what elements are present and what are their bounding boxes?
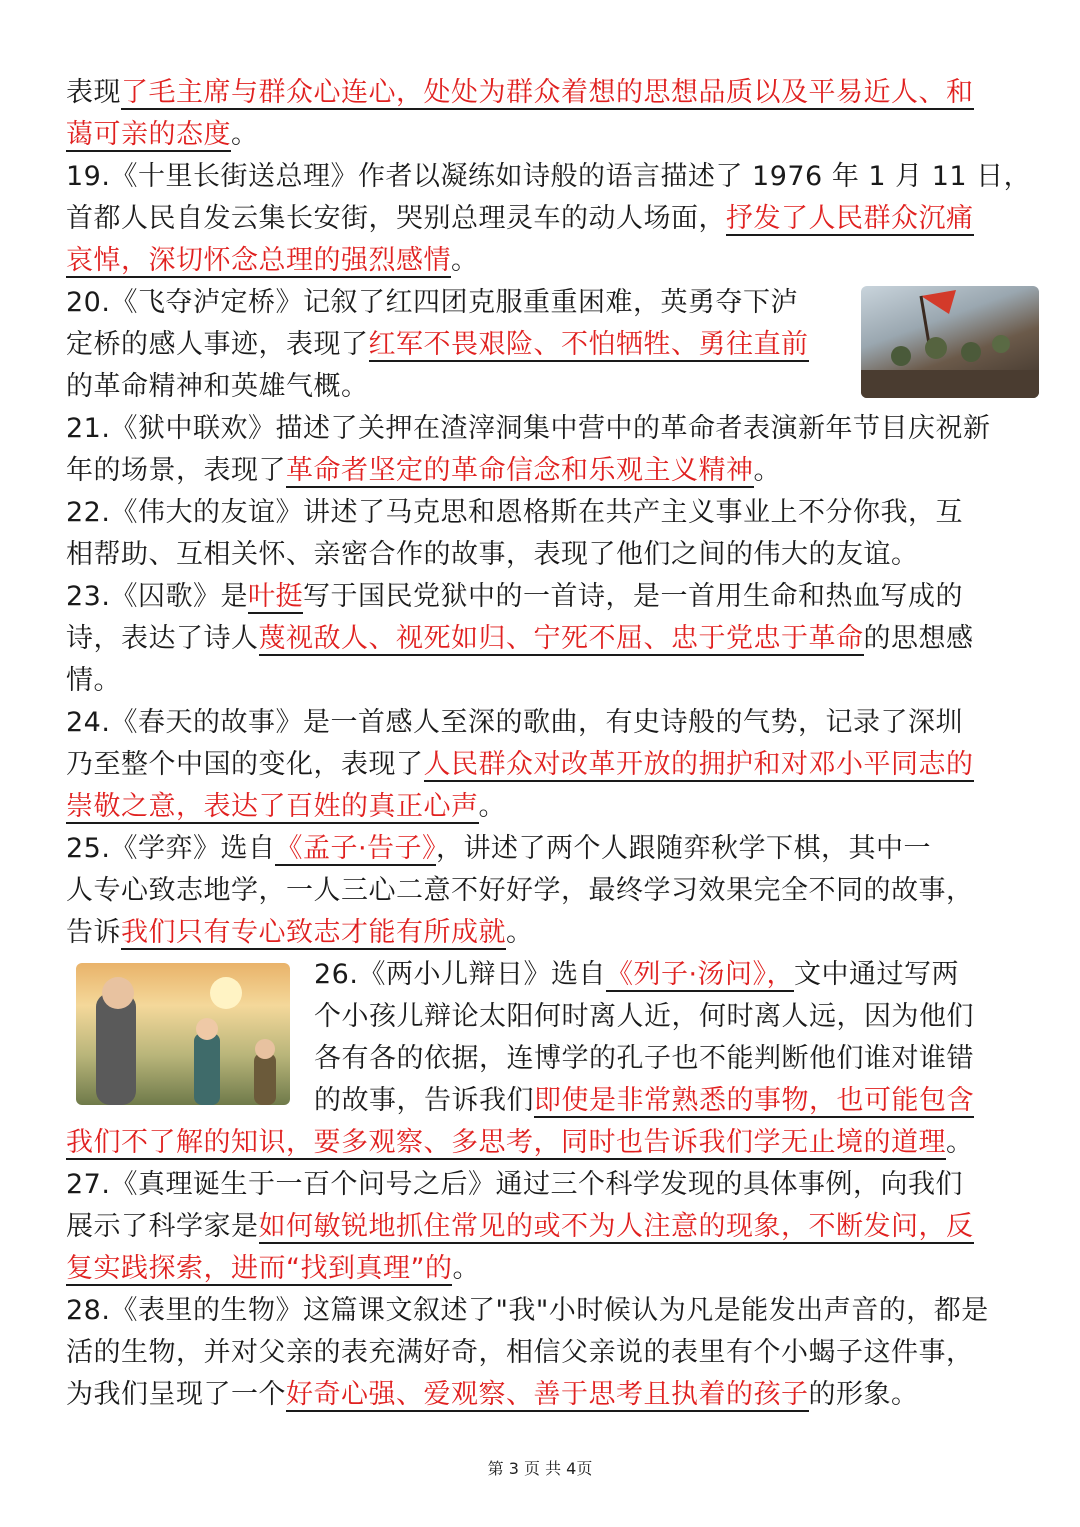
text-segment: 的故事，告诉我们 bbox=[314, 1085, 534, 1116]
text-segment: 相帮助、互相关怀、亲密合作的故事，表现了他们之间的伟大的友谊。 bbox=[66, 539, 919, 570]
text-segment: 27.《真理诞生于一百个问号之后》通过三个科学发现的具体事例，向我们 bbox=[66, 1169, 963, 1200]
text-line bbox=[66, 1248, 1016, 1290]
highlighted-answer: 了毛主席与群众心连心，处处为群众着想的思想品质以及平易近人、和 bbox=[121, 77, 974, 108]
text-segment: 情。 bbox=[66, 665, 121, 696]
text-line bbox=[66, 870, 1016, 912]
text-segment: 26.《两小儿辩日》选自 bbox=[314, 959, 606, 990]
text-line bbox=[66, 1374, 1016, 1416]
text-segment: 乃至整个中国的变化，表现了 bbox=[66, 749, 424, 780]
text-line bbox=[66, 1332, 1016, 1374]
highlighted-answer: 《列子·汤问》， bbox=[605, 959, 795, 990]
highlighted-answer: 红军不畏艰险、不怕牺牲、勇往直前 bbox=[368, 329, 809, 360]
text-segment: 个小孩儿辩论太阳何时离人近，何时离人远，因为他们 bbox=[314, 1001, 974, 1032]
highlighted-answer: 哀悼，深切怀念总理的强烈感情 bbox=[66, 245, 451, 276]
text-segment: 首都人民自发云集长安街，哭别总理灵车的动人场面， bbox=[66, 203, 726, 234]
text-segment: 人专心致志地学，一人三心二意不好好学，最终学习效果完全不同的故事， bbox=[66, 875, 974, 906]
text-line bbox=[66, 1290, 1016, 1332]
text-segment: 。 bbox=[451, 245, 479, 276]
highlighted-answer: 好奇心强、爱观察、善于思考且执着的孩子 bbox=[286, 1379, 809, 1410]
text-line bbox=[66, 1122, 1016, 1164]
two-children-debate-sun-image bbox=[76, 963, 290, 1105]
text-line bbox=[66, 576, 1016, 618]
text-segment: 的革命精神和英雄气概。 bbox=[66, 371, 369, 402]
text-line bbox=[66, 1206, 1016, 1248]
text-segment: 活的生物，并对父亲的表充满好奇，相信父亲说的表里有个小蝎子这件事， bbox=[66, 1337, 974, 1368]
text-line bbox=[66, 660, 1016, 702]
document-body bbox=[66, 72, 1032, 1416]
highlighted-answer: 复实践探索，进而“找到真理”的 bbox=[66, 1253, 453, 1284]
text-line bbox=[66, 408, 1016, 450]
text-segment: 定桥的感人事迹，表现了 bbox=[66, 329, 369, 360]
text-segment: 。 bbox=[452, 1253, 480, 1284]
text-line bbox=[66, 828, 1016, 870]
text-line bbox=[66, 744, 1016, 786]
highlighted-answer: 蔑视敌人、视死如归、宁死不屈、忠于党忠于革命 bbox=[258, 623, 864, 654]
text-line bbox=[66, 534, 1016, 576]
text-segment: 写于国民党狱中的一首诗，是一首用生命和热血写成的 bbox=[302, 581, 963, 612]
text-segment: 。 bbox=[231, 119, 259, 150]
text-segment: 表现 bbox=[66, 77, 121, 108]
text-segment: 。 bbox=[753, 455, 781, 486]
text-line bbox=[66, 492, 1016, 534]
highlighted-answer: 抒发了人民群众沉痛 bbox=[726, 203, 974, 234]
text-segment: ，讲述了两个人跟随弈秋学下棋，其中一 bbox=[436, 833, 932, 864]
highlighted-answer: 我们只有专心致志才能有所成就 bbox=[121, 917, 506, 948]
text-line bbox=[66, 450, 1016, 492]
text-line bbox=[66, 618, 1016, 660]
text-segment: 的思想感 bbox=[863, 623, 974, 654]
text-line bbox=[66, 912, 1016, 954]
text-line bbox=[66, 702, 1016, 744]
text-segment: 19.《十里长街送总理》作者以凝练如诗般的语言描述了 1976 年 1 月 11 日， bbox=[66, 161, 1032, 192]
text-segment: 展示了科学家是 bbox=[66, 1211, 259, 1242]
highlighted-answer: 即使是非常熟悉的事物，也可能包含 bbox=[534, 1085, 974, 1116]
highlighted-answer: 《孟子·告子》 bbox=[275, 833, 437, 864]
text-segment: 。 bbox=[946, 1127, 974, 1158]
text-line bbox=[66, 198, 1016, 240]
text-segment: 年的场景，表现了 bbox=[66, 455, 286, 486]
text-line bbox=[66, 240, 1016, 282]
highlighted-answer: 蔼可亲的态度 bbox=[66, 119, 231, 150]
text-segment: 为我们呈现了一个 bbox=[66, 1379, 286, 1410]
text-segment: 。 bbox=[478, 791, 506, 822]
highlighted-answer: 叶挺 bbox=[247, 581, 303, 612]
text-segment: 22.《伟大的友谊》讲述了马克思和恩格斯在共产主义事业上不分你我，互 bbox=[66, 497, 963, 528]
text-line bbox=[66, 1164, 1016, 1206]
text-line bbox=[66, 786, 1016, 828]
text-line bbox=[66, 72, 1016, 114]
text-segment: 的形象。 bbox=[808, 1379, 919, 1410]
text-segment: 。 bbox=[506, 917, 534, 948]
text-segment: 告诉 bbox=[66, 917, 121, 948]
highlighted-answer: 如何敏锐地抓住常见的或不为人注意的现象，不断发问，反 bbox=[258, 1211, 974, 1242]
text-segment: 诗，表达了诗人 bbox=[66, 623, 259, 654]
text-segment: 20.《飞夺泸定桥》记叙了红四团克服重重困难，英勇夺下泸 bbox=[66, 287, 798, 318]
highlighted-answer: 我们不了解的知识，要多观察、多思考，同时也告诉我们学无止境的道理 bbox=[66, 1127, 946, 1158]
text-segment: 25.《学弈》选自 bbox=[66, 833, 276, 864]
text-line bbox=[66, 114, 1016, 156]
red-army-bridge-image bbox=[861, 286, 1039, 398]
page-footer: 第 3 页 共 4页 bbox=[487, 1459, 593, 1478]
text-segment: 28.《表里的生物》这篇课文叙述了"我"小时候认为凡是能发出声音的，都是 bbox=[66, 1295, 989, 1326]
text-segment: 24.《春天的故事》是一首感人至深的歌曲，有史诗般的气势，记录了深圳 bbox=[66, 707, 963, 738]
text-segment: 23.《囚歌》是 bbox=[66, 581, 248, 612]
text-segment: 文中通过写两 bbox=[794, 959, 960, 990]
highlighted-answer: 革命者坚定的革命信念和乐观主义精神 bbox=[286, 455, 754, 486]
text-segment: 21.《狱中联欢》描述了关押在渣滓洞集中营中的革命者表演新年节目庆祝新 bbox=[66, 413, 991, 444]
text-line bbox=[66, 156, 1032, 198]
highlighted-answer: 人民群众对改革开放的拥护和对邓小平同志的 bbox=[423, 749, 974, 780]
text-segment: 各有各的依据，连博学的孔子也不能判断他们谁对谁错 bbox=[314, 1043, 974, 1074]
highlighted-answer: 崇敬之意，表达了百姓的真正心声 bbox=[66, 791, 479, 822]
